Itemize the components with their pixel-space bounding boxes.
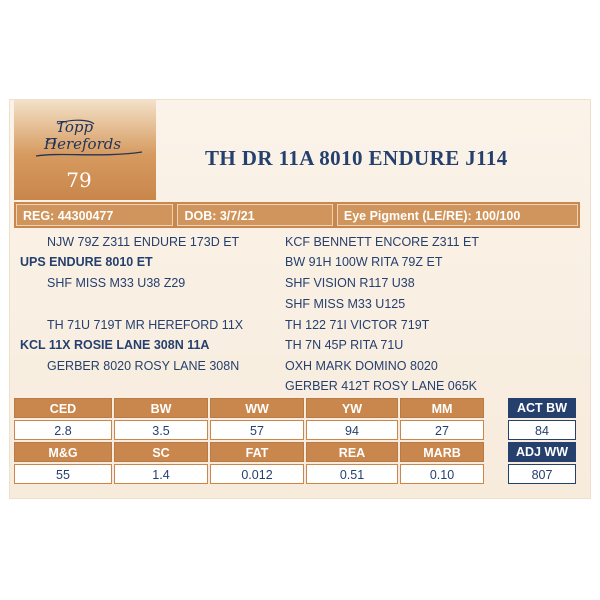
epd-header: FAT [210,442,304,462]
epd-value: 0.012 [210,464,304,484]
epd-header: SC [114,442,208,462]
logo [32,118,142,158]
pedigree-right-entry: OXH MARK DOMINO 8020 [285,359,438,373]
pedigree-right-entry: BW 91H 100W RITA 79Z ET [285,255,443,269]
pedigree-dam-sire: TH 71U 719T MR HEREFORD 11X [47,318,244,332]
act-bw-value: 84 [508,420,576,440]
adj-ww-label: ADJ WW [508,442,576,462]
lot-number: 79 [66,168,92,192]
epd-value: 0.10 [400,464,484,484]
epd-value: 0.51 [306,464,398,484]
pedigree-right-entry: TH 122 71I VICTOR 719T [285,318,430,332]
pedigree-right-entry: SHF VISION R117 U38 [285,276,415,290]
epd-value: 27 [400,420,484,440]
act-bw-label: ACT BW [508,398,576,418]
epd-header: M&G [14,442,112,462]
pedigree-right-entry: GERBER 412T ROSY LANE 065K [285,379,477,393]
pedigree-right-entry: SHF MISS M33 U125 [285,297,406,311]
epd-value: 2.8 [14,420,112,440]
epd-value: 1.4 [114,464,208,484]
eye-pigment: Eye Pigment (LE/RE): 100/100 [337,204,578,226]
pedigree-dam: KCL 11X ROSIE LANE 308N 11A [20,338,210,352]
epd-header: REA [306,442,398,462]
epd-header: BW [114,398,208,418]
logo-line-1: Topp [56,118,94,136]
epd-header: MARB [400,442,484,462]
info-bar [14,202,580,228]
pedigree-dam-dam: GERBER 8020 ROSY LANE 308N [47,359,240,373]
epd-header: MM [400,398,484,418]
epd-value: 55 [14,464,112,484]
pedigree-sire-dam: SHF MISS M33 U38 Z29 [47,276,186,290]
date-of-birth: DOB: 3/7/21 [177,204,332,226]
pedigree-right-entry: TH 7N 45P RITA 71U [285,338,404,352]
adj-ww-value: 807 [508,464,576,484]
registration-number: REG: 44300477 [16,204,173,226]
pedigree-sire-sire: NJW 79Z Z311 ENDURE 173D ET [47,235,240,249]
epd-header: WW [210,398,304,418]
animal-name: TH DR 11A 8010 ENDURE J114 [205,146,508,170]
epd-value: 3.5 [114,420,208,440]
epd-value: 57 [210,420,304,440]
epd-header: YW [306,398,398,418]
epd-value: 94 [306,420,398,440]
logo-line-2: Herefords [44,135,122,153]
pedigree-right-entry: KCF BENNETT ENCORE Z311 ET [285,235,480,249]
logo-box [14,100,156,200]
epd-header: CED [14,398,112,418]
pedigree-sire: UPS ENDURE 8010 ET [20,255,153,269]
